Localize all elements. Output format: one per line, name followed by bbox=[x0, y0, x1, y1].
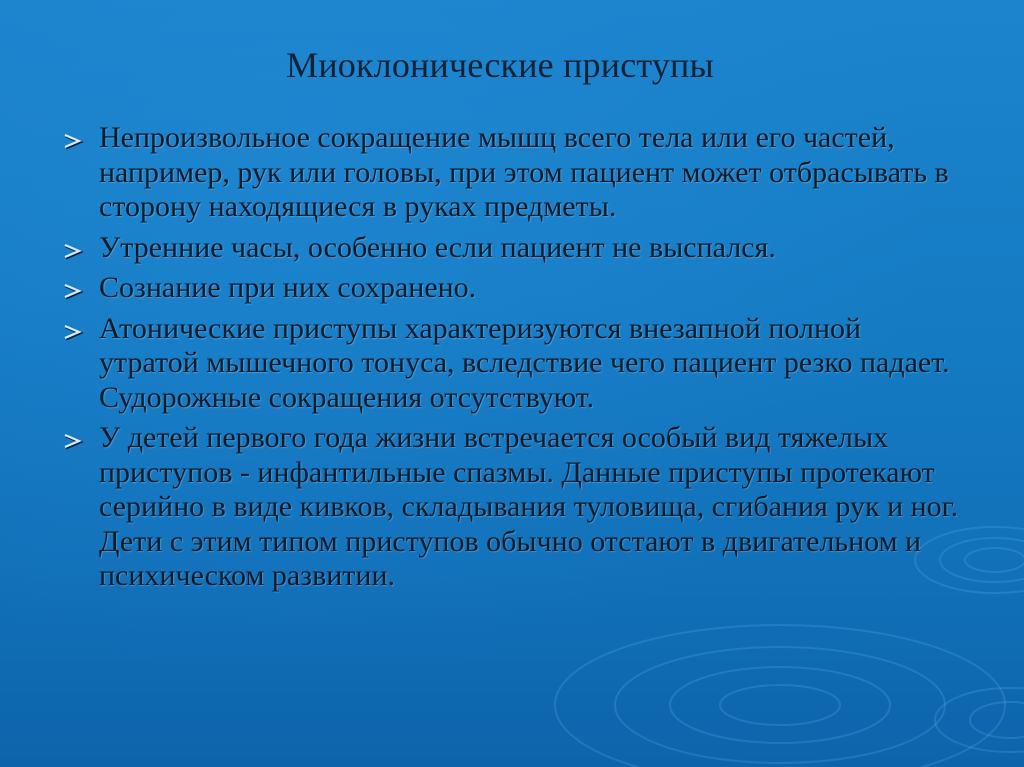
bullet-text: Атонические приступы характеризуются внезапной полной утратой мышечного тонуса, вследствие чего пациент резко падает. Судорожные сокращения отсутствуют. bbox=[99, 311, 950, 414]
slide-title: Миоклонические приступы bbox=[286, 45, 714, 85]
list-item bbox=[62, 421, 962, 594]
chevron-right-icon bbox=[62, 321, 84, 343]
bullet-text: Непроизвольное сокращение мышц всего тела или его частей, например, рук или головы, при этом пациент может отбрасывать в сторону находящиеся в руках предметы. bbox=[99, 121, 949, 223]
list-item bbox=[62, 312, 962, 416]
list-item bbox=[62, 121, 962, 225]
chevron-right-icon bbox=[62, 130, 84, 152]
bullet-list bbox=[62, 121, 962, 600]
bullet-text: Утренние часы, особенно если пациент не выспался. bbox=[99, 230, 776, 264]
list-item bbox=[62, 271, 962, 306]
bullet-text: Сознание при них сохранено. bbox=[99, 271, 477, 304]
bullet-text: У детей первого года жизни встречается особый вид тяжелых приступов - инфантильные спазмы. Данные приступы протекают серийно в виде кивков, складывания туловища, сгибания рук и ног. Дети с этим типом приступов обычно отстают в двигательном и психическом развитии. bbox=[99, 421, 959, 592]
list-item bbox=[62, 231, 962, 266]
chevron-right-icon bbox=[62, 430, 84, 452]
chevron-right-icon bbox=[62, 240, 84, 262]
chevron-right-icon bbox=[62, 280, 84, 302]
